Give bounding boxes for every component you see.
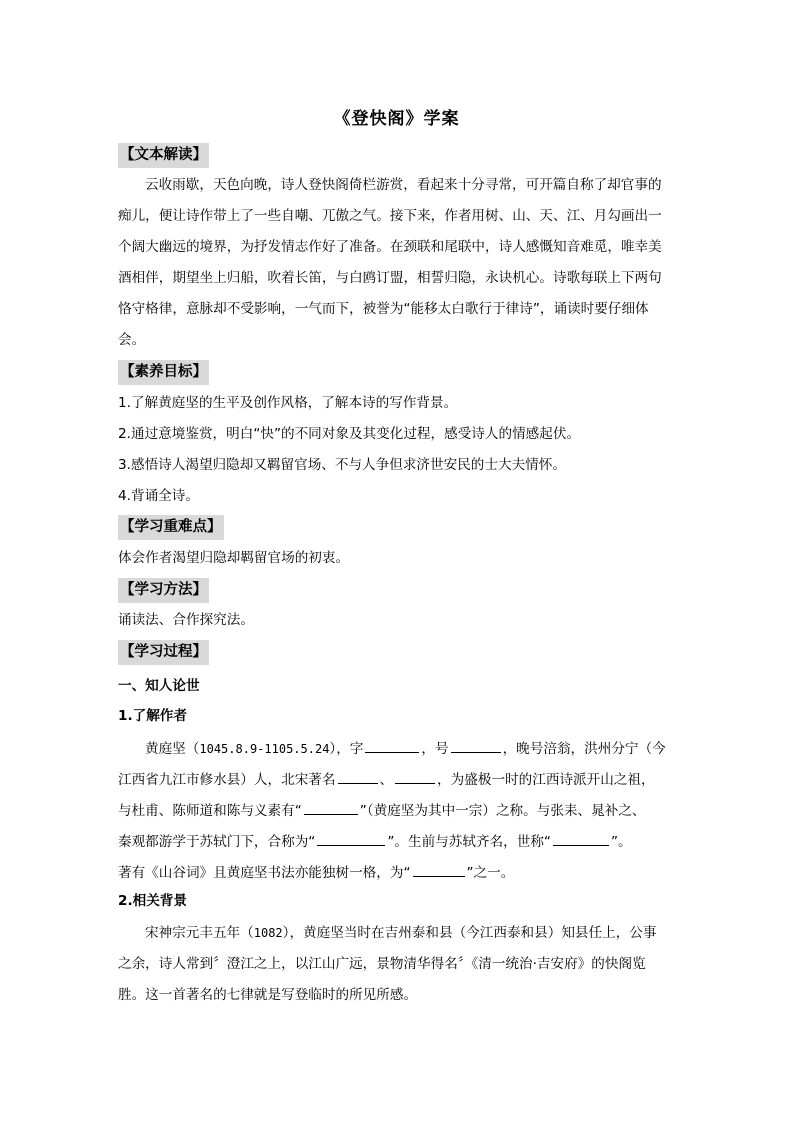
fill-blank-school-title[interactable]	[304, 800, 358, 815]
subheading-about-author: 1.了解作者	[118, 708, 187, 724]
goal-item-4: 4.背诵全诗。	[118, 488, 199, 504]
background-line-2: 之余，诗人常到〞澄江之上，以江山广远，景物清华得名〞《清一统治·吉安府》的快阁览	[118, 956, 646, 972]
fill-blank-group-name[interactable]	[317, 831, 385, 846]
background-line-1: 宋神宗元丰五年（1082），黄庭坚当时在吉州泰和县（今江西泰和县）知县任上，公事	[145, 925, 657, 941]
background-line-3: 胜。这一首著名的七律就是写登临时的所见所感。	[118, 987, 418, 1003]
goal-item-1: 1.了解黄庭坚的生平及创作风格，了解本诗的写作背景。	[118, 395, 458, 411]
subheading-know-author: 一、知人论世	[118, 678, 200, 694]
reading-line-6: 会。	[118, 332, 146, 348]
method-text: 诵读法、合作探究法。	[118, 612, 254, 628]
reading-line-1: 云收雨歇，天色向晚，诗人登快阁倚栏游赏，看起来十分寻常，可开篇自称了却官事的	[145, 177, 662, 193]
fill-blank-identity-2[interactable]	[395, 769, 435, 784]
reading-line-5: 恪守格律，意脉却不受影响，一气而下，被誉为“能移太白歌行于律诗”，诵读时要仔细体	[118, 301, 649, 317]
goal-item-2: 2.通过意境鉴赏，明白“快”的不同对象及其变化过程，感受诗人的情感起伏。	[118, 426, 581, 442]
section-heading-method: 【学习方法】	[118, 578, 209, 603]
fill-blank-courtesy-name[interactable]	[365, 738, 419, 753]
author-line-4: 秦观都游学于苏轼门下，合称为“ ”。生前与苏轼齐名，世称“ ”。	[118, 831, 632, 852]
reading-line-2: 痴儿，便让诗作带上了一些自嘲、兀傲之气。接下来，作者用树、山、天、江、月勾画出一	[118, 208, 662, 224]
page-title: 《登快阁》学案	[333, 109, 460, 129]
fill-blank-identity-1[interactable]	[338, 769, 378, 784]
fill-blank-art-name[interactable]	[451, 738, 501, 753]
subheading-background: 2.相关背景	[118, 893, 187, 909]
author-line-1: 黄庭坚（1045.8.9-1105.5.24），字 ，号 ，晚号涪翁，洪州分宁（今	[145, 738, 666, 759]
difficulty-text: 体会作者渴望归隐却羁留官场的初衷。	[118, 550, 350, 566]
reading-line-4: 酒相伴，期望坐上归船，吹着长笛，与白鸥订盟，相誓归隐，永诀机心。诗歌每联上下两句	[118, 270, 662, 286]
section-heading-process: 【学习过程】	[118, 640, 209, 665]
section-heading-difficulty: 【学习重难点】	[118, 515, 224, 540]
fill-blank-calligraphers[interactable]	[413, 862, 465, 877]
author-line-3: 与杜甫、陈师道和陈与义素有“ ”（黄庭坚为其中一宗）之称。与张耒、晁补之、	[118, 800, 645, 821]
section-heading-goals: 【素养目标】	[118, 360, 209, 385]
reading-line-3: 个阔大幽远的境界，为抒发情志作好了准备。在颈联和尾联中，诗人感慨知音难觅，唯幸美	[118, 239, 662, 255]
fill-blank-su-huang[interactable]	[553, 831, 609, 846]
author-line-5: 著有《山谷词》且黄庭坚书法亦能独树一格，为“ ”之一。	[118, 862, 514, 883]
goal-item-3: 3.感悟诗人渴望归隐却又羁留官场、不与人争但求济世安民的士大夫情怀。	[118, 457, 566, 473]
section-heading-text-reading: 【文本解读】	[118, 143, 209, 168]
author-line-2: 江西省九江市修水县）人，北宋著名 、 ，为盛极一时的江西诗派开山之祖，	[118, 769, 655, 790]
